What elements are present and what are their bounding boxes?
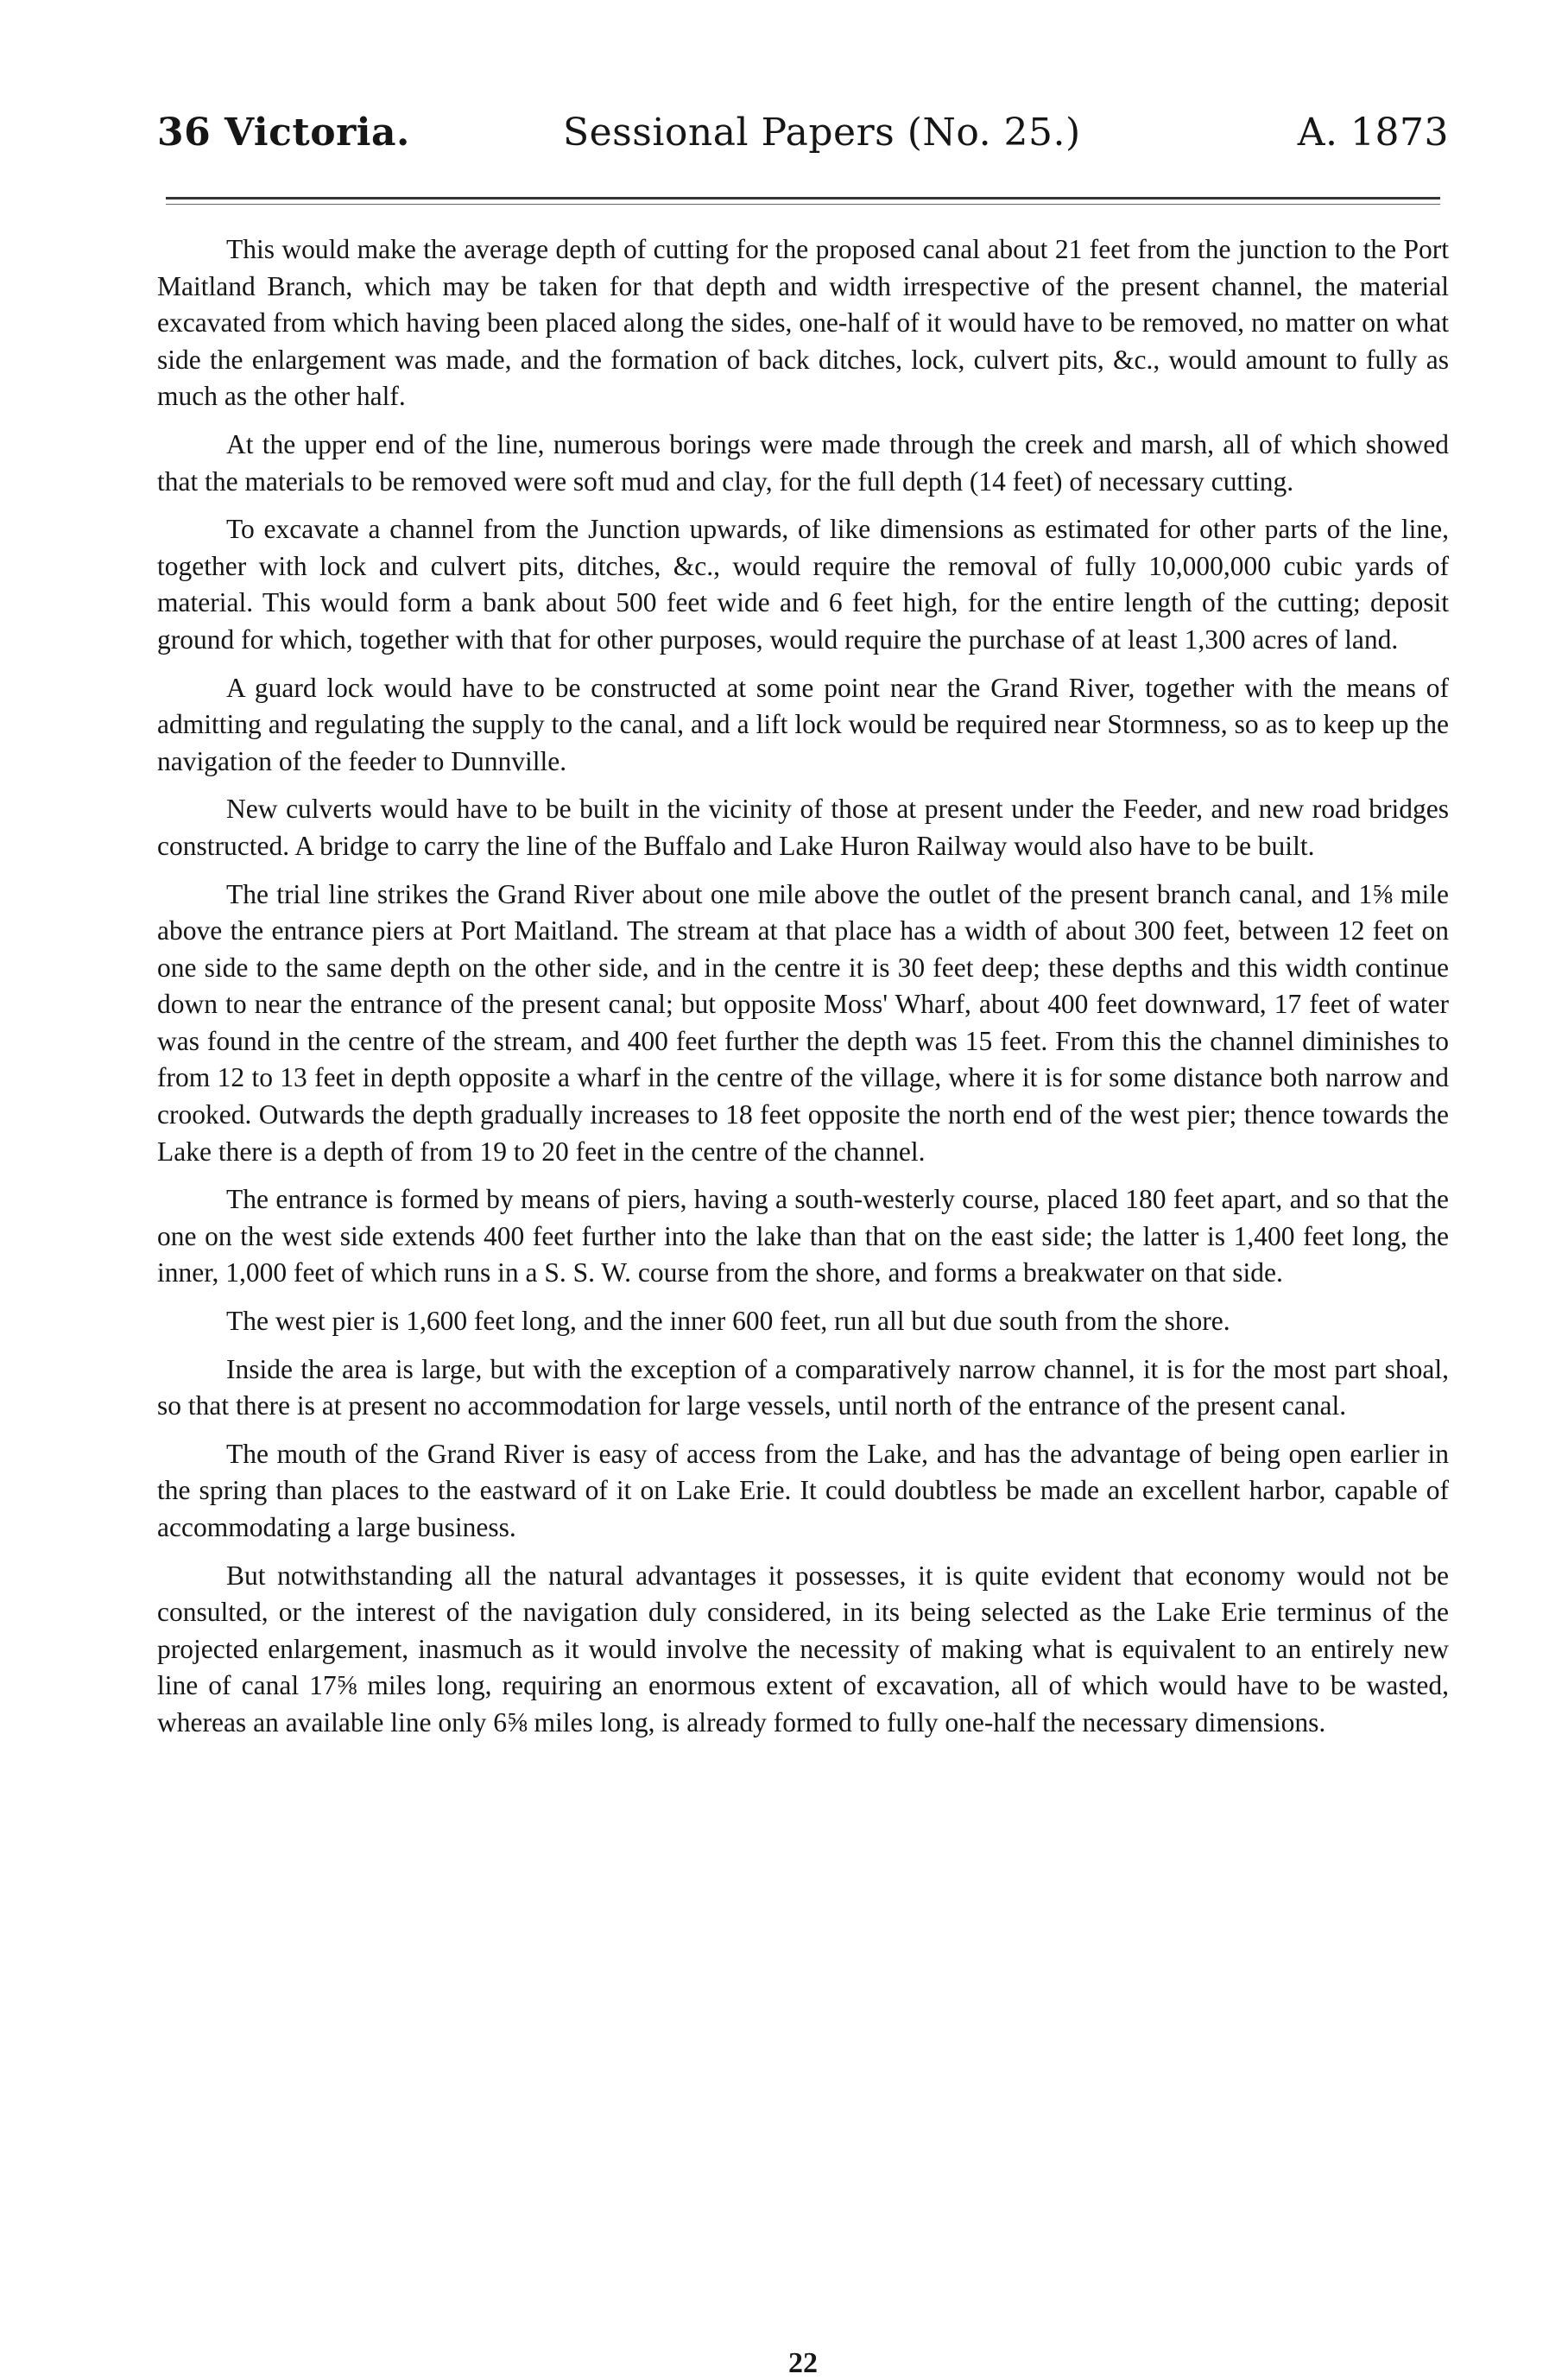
document-page [157,102,1449,2379]
header-rule-thin [166,204,1440,205]
paragraph: The west pier is 1,600 feet long, and the inner 600 feet, run all but due south from the shore. [226,1306,1230,1337]
header-year: A. 1873 [1297,111,1449,155]
paragraph: A guard lock would have to be constructed at some point near the Grand River, together with the means of admitting and regulating the supply to the canal, and a lift lock would be required near Stormness, so as to keep up the navigation of the feeder to Dunnville. [157,672,1449,776]
body-text [157,231,1449,1753]
paragraph: The entrance is formed by means of piers, having a south-westerly course, placed 180 feet apart, and so that the one on the west side extends 400 feet further into the lake than that on the east side; the latter is 1,400 feet long, the inner, 1,000 feet of which runs in a S. S. W. course from the shore, and forms a breakwater on that side. [157,1184,1449,1288]
paragraph: The trial line strikes the Grand River about one mile above the outlet of the present branch canal, and 1⅝ mile above the entrance piers at Port Maitland. The stream at that place has a width of about 300 feet, between 12 feet on one side to the same depth on the other side, and in the centre it is 30 feet deep; these depths and this width continue down to near the entrance of the present canal; but opposite Moss' Wharf, about 400 feet downward, 17 feet of water was found in the centre of the stream, and 400 feet further the depth was 15 feet. From this the channel diminishes to from 12 to 13 feet in depth opposite a wharf in the centre of the village, where it is for some distance both narrow and crooked. Outwards the depth gradually increases to 18 feet opposite the north end of the west pier; thence towards the Lake there is a depth of from 19 to 20 feet in the centre of the channel. [157,878,1449,1167]
paragraph: This would make the average depth of cutting for the proposed canal about 21 feet from the junction to the Port Maitland Branch, which may be taken for that depth and width irrespective of the present channel, the material excavated from which having been placed along the sides, one-half of it would have to be removed, no matter on what side the enlargement was made, and the formation of back ditches, lock, culvert pits, &c., would amount to fully as much as the other half. [157,234,1449,412]
paragraph: But notwithstanding all the natural advantages it possesses, it is quite evident that economy would not be consulted, or the interest of the navigation duly considered, in its being selected as the Lake Erie terminus of the projected enlargement, inasmuch as it would involve the necessity of making what is equivalent to an entirely new line of canal 17⅝ miles long, requiring an enormous extent of excavation, all of which would have to be wasted, whereas an available line only 6⅝ miles long, is already formed to fully one-half the necessary dimensions. [157,1560,1449,1738]
paragraph: The mouth of the Grand River is easy of access from the Lake, and has the advantage of being open earlier in the spring than places to the eastward of it on Lake Erie. It could doubtless be made an excellent harbor, capable of accommodating a large business. [157,1438,1449,1542]
paragraph: At the upper end of the line, numerous borings were made through the creek and marsh, all of which showed that the materials to be removed were soft mud and clay, for the full depth (14 feet) of necessary cutting. [157,428,1449,497]
paragraph: Inside the area is large, but with the exception of a comparatively narrow channel, it is for the most part shoal, so that there is at present no accommodation for large vessels, until north of the entrance of the present canal. [157,1353,1449,1421]
paragraph: New culverts would have to be built in the vicinity of those at present under the Feeder, and new road bridges constructed. A bridge to carry the line of the Buffalo and Lake Huron Railway would also have to be built. [157,794,1449,861]
header-title: Sessional Papers (No. 25.) [563,111,1081,155]
page-number: 22 [788,2347,818,2379]
paragraph: To excavate a channel from the Junction upwards, of like dimensions as estimated for other parts of the line, together with lock and culvert pits, ditches, &c., would require the removal of fully 10,000,000 cubic yards of material. This would form a bank about 500 feet wide and 6 feet high, for the entire length of the cutting; deposit ground for which, together with that for other purposes, would require the purchase of at least 1,300 acres of land. [157,514,1449,655]
running-header [157,102,1449,171]
header-rule-thick [166,197,1440,199]
header-regnal-year: 36 Victoria. [157,111,410,155]
